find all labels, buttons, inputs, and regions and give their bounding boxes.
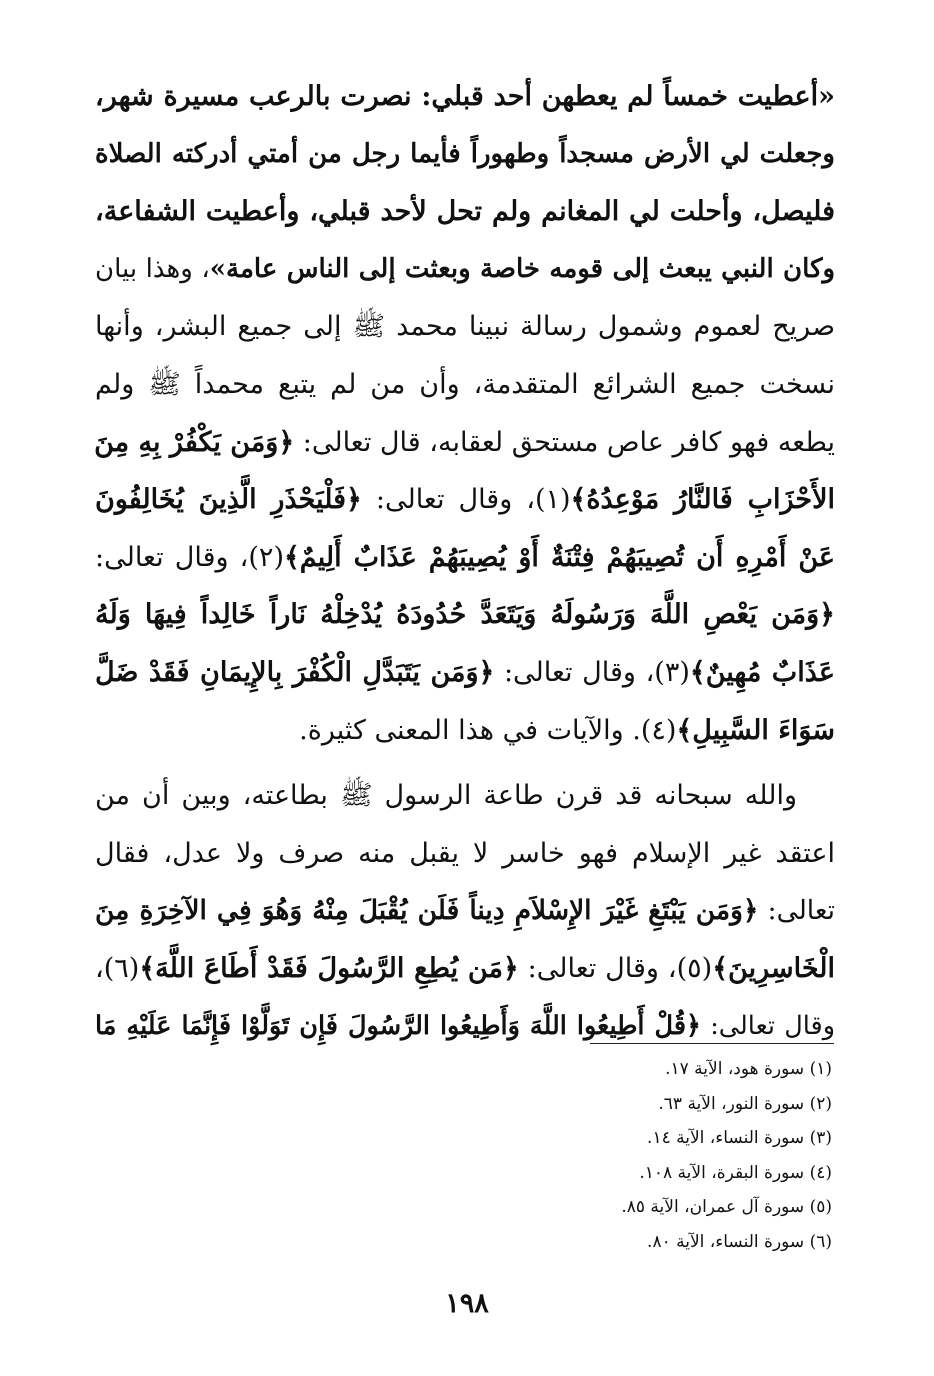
quoted-text: وكان النبي يبعث إلى قومه خاصة وبعثت إلى الناس عامة» xyxy=(209,253,835,284)
footnote: (٦) سورة النساء، الآية ٨٠. xyxy=(647,1231,832,1252)
quoted-text: عَذَابٌ مُهِينٌ﴾ xyxy=(689,656,835,688)
main-text-block xyxy=(95,68,835,1055)
text-line xyxy=(95,998,835,1056)
body-text: صريح لعموم وشمول رسالة نبينا محمد ﷺ إلى جميع البشر، وأنها xyxy=(95,311,835,343)
quoted-text: الْخَاسِرِينَ﴾ xyxy=(712,952,835,984)
quoted-text: الأَحْزَابِ فَالنَّارُ مَوْعِدُهُ﴾ xyxy=(570,484,835,516)
footnote: (٢) سورة النور، الآية ٦٣. xyxy=(658,1093,832,1114)
body-text: نسخت جميع الشرائع المتقدمة، وأن من لم يتبع محمداً ﷺ ولم xyxy=(95,368,835,400)
quoted-text: فليصل، وأحلت لي المغانم ولم تحل لأحد قبلي، وأعطيت الشفاعة، xyxy=(95,196,835,228)
text-line xyxy=(95,298,835,356)
text-line xyxy=(95,414,835,472)
body-text: (٤). والآيات في هذا المعنى كثيرة. xyxy=(299,714,677,746)
quoted-text: «أعطيت خمساً لم يعطهن أحد قبلي: نصرت بالرعب مسيرة شهر، xyxy=(95,81,835,112)
text-line xyxy=(95,471,835,529)
footnote: (٣) سورة النساء، الآية ١٤. xyxy=(647,1128,832,1148)
text-line xyxy=(95,767,835,825)
body-text: اعتقد غير الإسلام فهو خاسر لا يقبل منه صرف ولا عدل، فقال xyxy=(95,837,835,869)
body-text: (٢)، وقال تعالى: xyxy=(95,541,284,573)
page-number: ١٩٨ xyxy=(445,1288,489,1319)
text-line xyxy=(95,126,835,184)
text-line xyxy=(95,183,835,241)
text-line xyxy=(95,644,835,702)
body-text: (٣)، وقال تعالى: xyxy=(494,656,690,688)
text-line xyxy=(95,241,835,299)
footnote: (١) سورة هود، الآية ١٧. xyxy=(665,1059,832,1079)
footnote: (٥) سورة آل عمران، الآية ٨٥. xyxy=(621,1197,832,1217)
text-line xyxy=(95,356,835,414)
quoted-text: ﴿وَمَن يَبْتَغِ غَيْرَ الإِسْلاَمِ دِيناً فَلَن يُقْبَلَ مِنْهُ وَهُوَ فِي الآخِرَةِ مِنَ xyxy=(95,895,759,927)
body-text: ، وهذا بيان xyxy=(95,253,210,284)
quoted-text: ﴿قُلْ أَطِيعُوا اللَّهَ وَأَطِيعُوا الرَّسُولَ فَإِن تَوَلَّوْا فَإِنَّمَا عَلَيْهِ مَا xyxy=(95,1010,701,1041)
quoted-text: ﴿وَمَن يَعْصِ اللَّهَ وَرَسُولَهُ وَيَتَعَدَّ حُدُودَهُ يُدْخِلْهُ نَاراً خَالِداً فِيهَا وَلَهُ xyxy=(95,599,835,631)
text-line xyxy=(95,529,835,587)
quoted-text: عَنْ أَمْرِهِ أَن تُصِيبَهُمْ فِتْنَةٌ أَوْ يُصِيبَهُمْ عَذَابٌ أَلِيمٌ﴾ xyxy=(283,541,836,573)
quoted-text: ﴿مَن يُطِعِ الرَّسُولَ فَقَدْ أَطَاعَ اللَّهَ﴾ xyxy=(139,952,519,984)
footnotes-block xyxy=(400,1052,832,1259)
body-text: وقال تعالى: xyxy=(700,1010,836,1041)
quoted-text: سَوَاءَ السَّبِيلِ﴾ xyxy=(676,714,835,746)
text-line xyxy=(95,940,835,998)
footnote-divider xyxy=(590,1043,834,1044)
text-line xyxy=(95,882,835,940)
quoted-text: ﴿وَمَن يَتَبَدَّلِ الْكُفْرَ بِالإِيمَانِ فَقَدْ ضَلَّ xyxy=(95,656,495,688)
body-text: والله سبحانه قد قرن طاعة الرسول ﷺ بطاعته، وبين أن من xyxy=(95,780,797,812)
body-text: (٥)، وقال تعالى: xyxy=(518,952,713,984)
quoted-text: وجعلت لي الأرض مسجداً وطهوراً فأيما رجل من أمتي أدركته الصلاة xyxy=(95,138,835,169)
text-line xyxy=(95,586,835,644)
footnote: (٤) سورة البقرة، الآية ١٠٨. xyxy=(639,1162,832,1183)
body-text: (٦)، xyxy=(95,952,140,984)
text-line xyxy=(95,68,835,126)
body-text: يطعه فهو كافر عاص مستحق لعقابه، قال تعالى: xyxy=(294,426,835,458)
quoted-text: ﴿فَلْيَحْذَرِ الَّذِينَ يُخَالِفُونَ xyxy=(95,484,362,516)
body-text: تعالى: xyxy=(758,895,836,927)
body-text: (١)، وقال تعالى: xyxy=(361,484,571,516)
quoted-text: ﴿وَمَن يَكْفُرْ بِهِ مِنَ xyxy=(94,426,295,458)
text-line xyxy=(95,825,835,883)
text-line xyxy=(95,702,835,760)
